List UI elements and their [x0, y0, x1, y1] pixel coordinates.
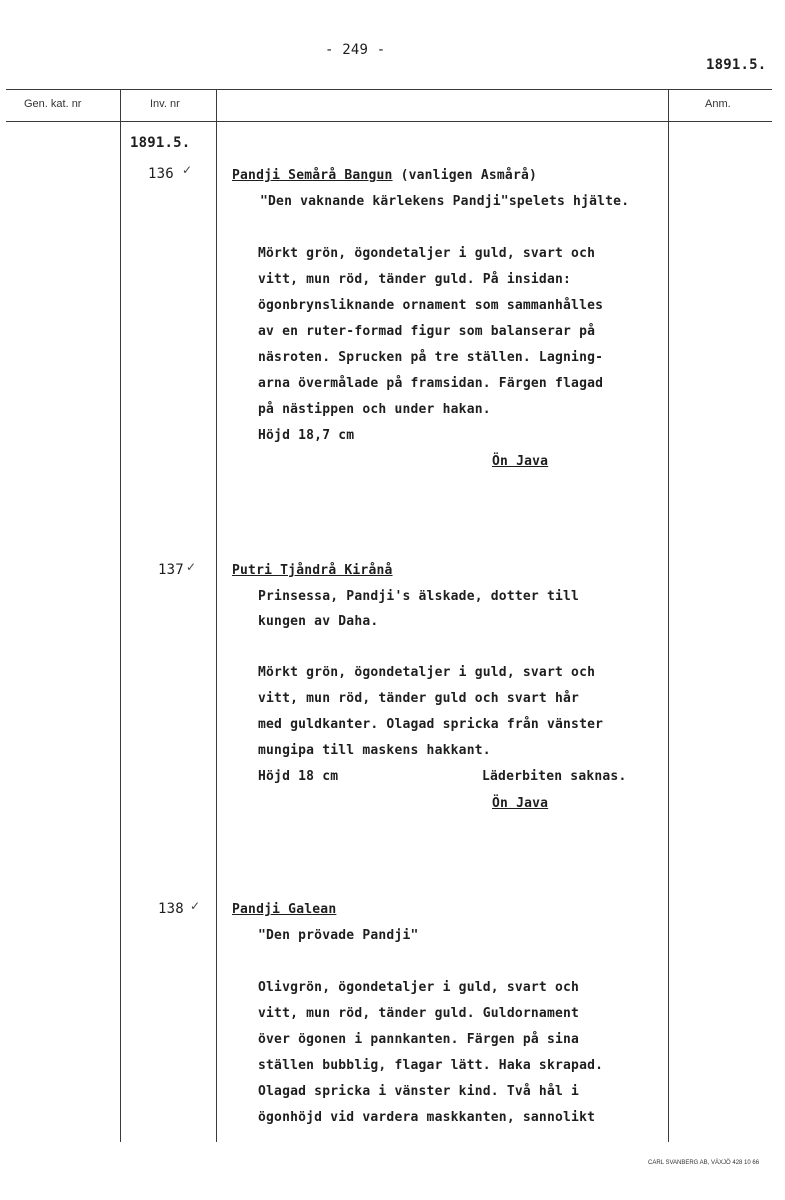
checkmark-icon: ✓	[186, 560, 197, 574]
description-line: på nästippen och under hakan.	[258, 402, 491, 417]
description-line: Mörkt grön, ögondetaljer i guld, svart och	[258, 246, 596, 261]
column-header-gen-kat-nr: Gen. kat. nr	[24, 98, 82, 110]
entry-136	[232, 168, 537, 183]
description-line: över ögonen i pannkanten. Färgen på sina	[258, 1032, 580, 1047]
entry-subtitle: "Den vaknande kärlekens Pandji"spelets hjälte.	[260, 194, 630, 209]
entry-title: Pandji Galean	[232, 902, 337, 917]
height-measure: Höjd 18 cm	[258, 769, 339, 784]
entry-subtitle: "Den prövade Pandji"	[258, 928, 419, 943]
year-reference: 1891.5.	[706, 57, 767, 73]
group-year-label: 1891.5.	[130, 135, 191, 151]
column-divider-inv	[216, 89, 217, 1142]
description-line: ögonbrynsliknande ornament som sammanhålles	[258, 298, 604, 313]
entry-subtitle: Prinsessa, Pandji's älskade, dotter till	[258, 589, 580, 604]
entry-title: Putri Tjåndrå Kirånå	[232, 563, 393, 578]
height-measure: Höjd 18,7 cm	[258, 428, 355, 443]
description-line: vitt, mun röd, tänder guld. På insidan:	[258, 272, 572, 287]
inventory-number-138: 138	[158, 901, 184, 917]
inventory-number-137: 137	[158, 562, 184, 578]
description-line: av en ruter-formad figur som balanserar på	[258, 324, 596, 339]
description-line: vitt, mun röd, tänder guld och svart hår	[258, 691, 580, 706]
description-line: ögonhöjd vid vardera maskkanten, sannolikt	[258, 1110, 596, 1125]
origin-label: Ön Java	[492, 454, 549, 469]
entry-subtitle-continued: kungen av Daha.	[258, 614, 379, 629]
description-line: Olivgrön, ögondetaljer i guld, svart och	[258, 980, 580, 995]
description-line: med guldkanter. Olagad spricka från vänster	[258, 717, 604, 732]
description-line: arna övermålade på framsidan. Färgen flagad	[258, 376, 604, 391]
description-line: näsroten. Sprucken på tre ställen. Lagning-	[258, 350, 604, 365]
condition-note: Läderbiten saknas.	[482, 769, 627, 784]
printer-imprint: CARL SVANBERG AB, VÄXJÖ 428 10 66	[648, 1160, 760, 1166]
description-line: vitt, mun röd, tänder guld. Guldornament	[258, 1006, 580, 1021]
column-divider-anm	[668, 89, 669, 1142]
checkmark-icon: ✓	[182, 163, 193, 177]
page-number: - 249 -	[325, 42, 386, 58]
description-line: mungipa till maskens hakkant.	[258, 743, 491, 758]
column-header-inv-nr: Inv. nr	[150, 98, 180, 110]
entry-title-extra: (vanligen Asmårå)	[392, 168, 538, 183]
origin-label: Ön Java	[492, 796, 549, 811]
description-line: Mörkt grön, ögondetaljer i guld, svart och	[258, 665, 596, 680]
column-header-anm: Anm.	[705, 98, 731, 110]
column-divider-gen	[120, 89, 121, 1142]
entry-title: Pandji Semårå Bangun	[232, 168, 393, 183]
checkmark-icon: ✓	[190, 899, 201, 913]
inventory-number-136: 136	[148, 166, 174, 182]
description-line: ställen bubblig, flagar lätt. Haka skrapad.	[258, 1058, 604, 1073]
description-line: Olagad spricka i vänster kind. Två hål i	[258, 1084, 580, 1099]
